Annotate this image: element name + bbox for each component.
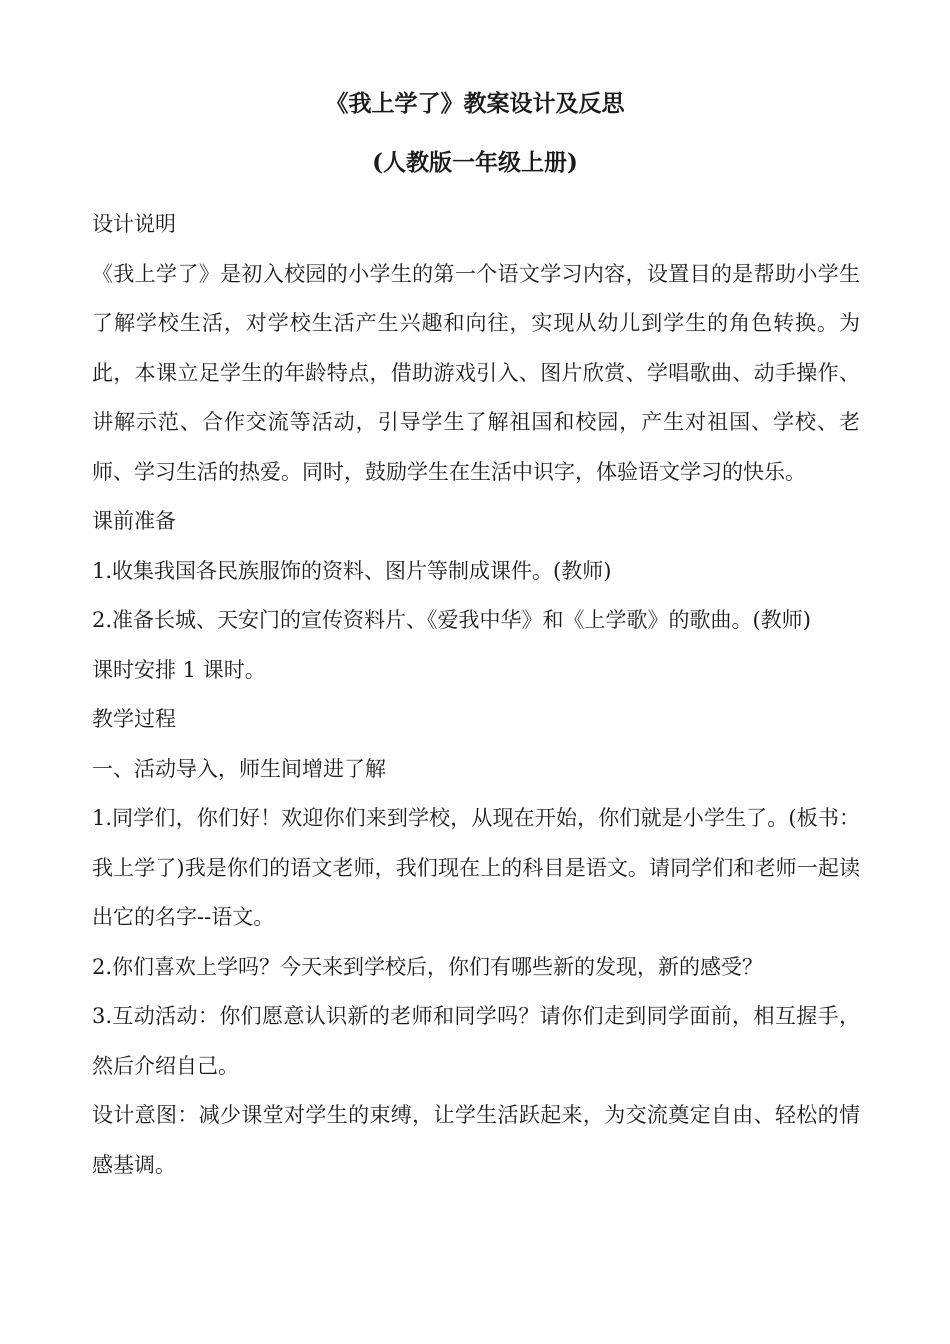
- document-subtitle: (人教版一年级上册): [372, 149, 578, 176]
- paragraph-design-intent: 设计意图：减少课堂对学生的束缚，让学生活跃起来，为交流奠定自由、轻松的情感基调。: [92, 1103, 860, 1177]
- list-item-preparation-2: 2.准备长城、天安门的宣传资料片、《爱我中华》和《上学歌》的歌曲。(教师): [92, 608, 811, 632]
- section-heading-preparation: 课前准备: [92, 509, 176, 533]
- list-item-process-2: 2.你们喜欢上学吗？今天来到学校后，你们有哪些新的发现，新的感受？: [92, 954, 764, 979]
- section-heading-design-notes: 设计说明: [92, 212, 176, 236]
- paragraph-schedule: 课时安排 1 课时。: [92, 657, 266, 682]
- document-body: [92, 200, 860, 1190]
- section-heading-teaching-process: 教学过程: [92, 707, 176, 731]
- paragraph-design-notes: 《我上学了》是初入校园的小学生的第一个语文学习内容，设置目的是帮助小学生了解学校生活，对学校生活产生兴趣和向往，实现从幼儿到学生的角色转换。为此，本课立足学生的年龄特点，借助游戏引入、图片欣赏、学唱歌曲、动手操作、讲解示范、合作交流等活动，引导学生了解祖国和校园，产生对祖国、学校、老师、学习生活的热爱。同时，鼓励学生在生活中识字，体验语文学习的快乐。: [92, 261, 860, 484]
- list-item-preparation-1: 1.收集我国各民族服饰的资料、图片等制成课件。(教师): [92, 558, 612, 583]
- list-item-process-3: 3.互动活动：你们愿意认识新的老师和同学吗？请你们走到同学面前，相互握手，然后介绍自己。: [92, 1004, 860, 1078]
- list-item-process-1: 1.同学们，你们好！欢迎你们来到学校，从现在开始，你们就是小学生了。(板书：我上学了)我是你们的语文老师，我们现在上的科目是语文。请同学们和老师一起读出它的名字--语文。: [92, 806, 860, 929]
- subheading-activity-intro: 一、活动导入，师生间增进了解: [92, 756, 386, 781]
- document-title: 《我上学了》教案设计及反思: [325, 90, 625, 117]
